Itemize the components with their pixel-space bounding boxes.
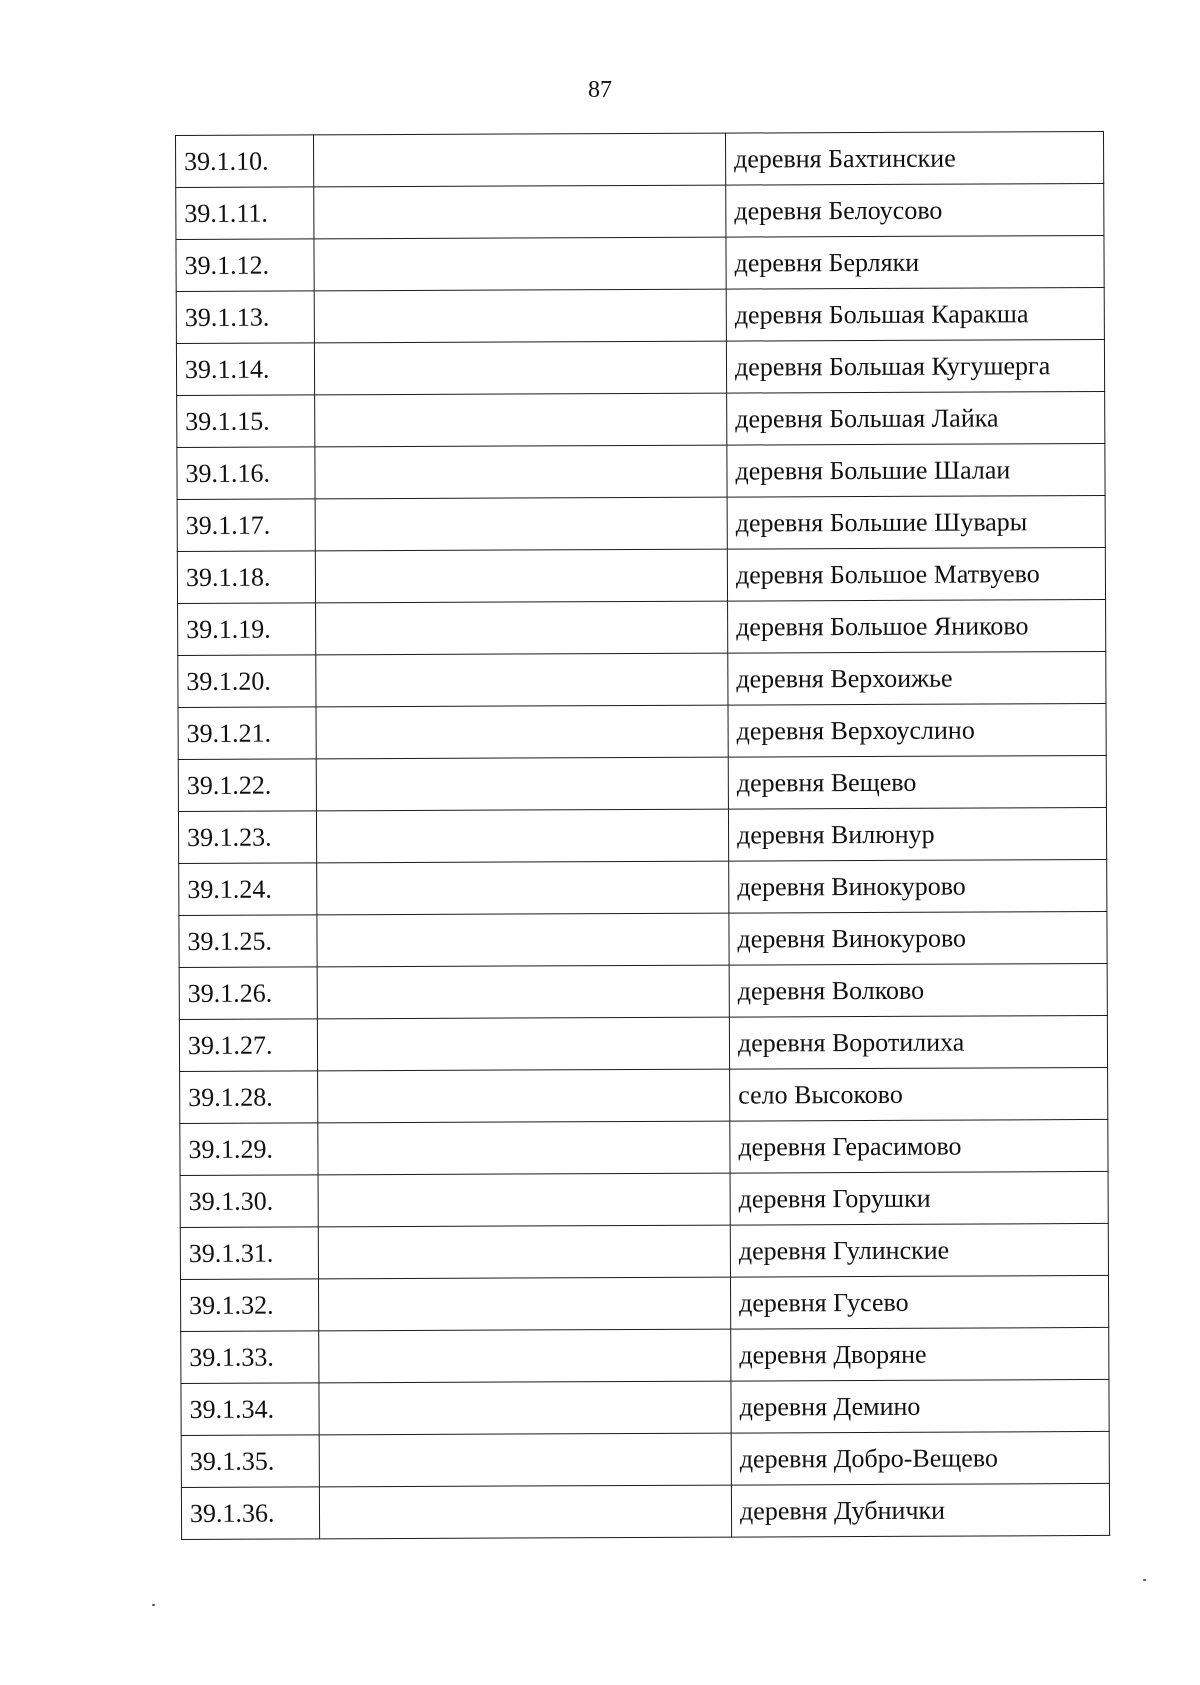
empty-cell bbox=[314, 185, 726, 239]
row-number-cell: 39.1.20. bbox=[178, 655, 316, 708]
empty-cell bbox=[316, 757, 728, 811]
empty-cell bbox=[314, 133, 726, 187]
settlement-name-cell: деревня Демино bbox=[731, 1379, 1109, 1433]
empty-cell bbox=[317, 1017, 729, 1071]
row-number-cell: 39.1.18. bbox=[177, 551, 315, 604]
settlement-name-cell: деревня Бахтинские bbox=[725, 131, 1103, 185]
row-number-cell: 39.1.29. bbox=[180, 1123, 318, 1176]
row-number-cell: 39.1.14. bbox=[176, 343, 314, 396]
settlement-name-cell: деревня Воротилиха bbox=[729, 1015, 1107, 1069]
settlement-name-cell: деревня Винокурово bbox=[729, 859, 1107, 913]
table-row bbox=[180, 1171, 1108, 1227]
row-number-cell: 39.1.17. bbox=[177, 499, 315, 552]
settlement-name-cell: деревня Вилюнур bbox=[728, 807, 1106, 861]
row-number-cell: 39.1.12. bbox=[176, 239, 314, 292]
settlement-name-cell: деревня Гулинские bbox=[730, 1223, 1108, 1277]
settlement-name-cell: деревня Большое Яниково bbox=[728, 599, 1106, 653]
scan-speck bbox=[1143, 1579, 1146, 1581]
empty-cell bbox=[314, 289, 726, 343]
empty-cell bbox=[318, 1121, 730, 1175]
row-number-cell: 39.1.13. bbox=[176, 291, 314, 344]
settlement-name-cell: село Высоково bbox=[730, 1067, 1108, 1121]
table-row bbox=[181, 1327, 1109, 1383]
table-body bbox=[176, 131, 1110, 1539]
empty-cell bbox=[315, 393, 727, 447]
row-number-cell: 39.1.11. bbox=[176, 187, 314, 240]
empty-cell bbox=[316, 705, 728, 759]
row-number-cell: 39.1.22. bbox=[178, 759, 316, 812]
table-row bbox=[178, 651, 1106, 707]
empty-cell bbox=[319, 1329, 731, 1383]
settlement-name-cell: деревня Гусево bbox=[730, 1275, 1108, 1329]
settlement-name-cell: деревня Волково bbox=[729, 963, 1107, 1017]
table-row bbox=[177, 391, 1105, 447]
table-row bbox=[178, 755, 1106, 811]
row-number-cell: 39.1.30. bbox=[180, 1175, 318, 1228]
row-number-cell: 39.1.24. bbox=[179, 863, 317, 916]
empty-cell bbox=[317, 861, 729, 915]
table-row bbox=[180, 1275, 1108, 1331]
row-number-cell: 39.1.28. bbox=[180, 1071, 318, 1124]
settlement-name-cell: деревня Вещево bbox=[728, 755, 1106, 809]
empty-cell bbox=[318, 1225, 730, 1279]
row-number-cell: 39.1.26. bbox=[179, 967, 317, 1020]
table-row bbox=[178, 599, 1106, 655]
settlement-name-cell: деревня Берляки bbox=[726, 235, 1104, 289]
table-row bbox=[179, 1015, 1107, 1071]
table-row bbox=[179, 911, 1107, 967]
settlement-name-cell: деревня Большие Шалаи bbox=[727, 443, 1105, 497]
empty-cell bbox=[319, 1433, 731, 1487]
table-row bbox=[179, 859, 1107, 915]
empty-cell bbox=[314, 237, 726, 291]
page-number: 87 bbox=[588, 77, 612, 103]
settlement-name-cell: деревня Добро-Вещево bbox=[731, 1431, 1109, 1485]
settlement-name-cell: деревня Большое Матвуево bbox=[727, 547, 1105, 601]
row-number-cell: 39.1.33. bbox=[181, 1331, 319, 1384]
table-row bbox=[177, 547, 1105, 603]
row-number-cell: 39.1.21. bbox=[178, 707, 316, 760]
settlement-name-cell: деревня Верхоуслино bbox=[728, 703, 1106, 757]
row-number-cell: 39.1.15. bbox=[177, 395, 315, 448]
empty-cell bbox=[315, 549, 727, 603]
row-number-cell: 39.1.23. bbox=[178, 811, 316, 864]
row-number-cell: 39.1.32. bbox=[180, 1279, 318, 1332]
empty-cell bbox=[315, 497, 727, 551]
empty-cell bbox=[319, 1485, 731, 1539]
table-row bbox=[176, 287, 1104, 343]
settlement-name-cell: деревня Горушки bbox=[730, 1171, 1108, 1225]
empty-cell bbox=[317, 965, 729, 1019]
table-row bbox=[180, 1119, 1108, 1175]
table-row bbox=[180, 1067, 1108, 1123]
empty-cell bbox=[315, 445, 727, 499]
row-number-cell: 39.1.16. bbox=[177, 447, 315, 500]
settlement-name-cell: деревня Большая Кугушерга bbox=[726, 339, 1104, 393]
table-row bbox=[181, 1379, 1109, 1435]
row-number-cell: 39.1.27. bbox=[179, 1019, 317, 1072]
row-number-cell: 39.1.34. bbox=[181, 1383, 319, 1436]
row-number-cell: 39.1.36. bbox=[181, 1487, 319, 1540]
table-row bbox=[177, 443, 1105, 499]
settlement-table bbox=[175, 131, 1110, 1540]
settlement-name-cell: деревня Верхоижье bbox=[728, 651, 1106, 705]
table-row bbox=[181, 1483, 1109, 1539]
settlement-name-cell: деревня Винокурово bbox=[729, 911, 1107, 965]
settlement-name-cell: деревня Большая Лайка bbox=[727, 391, 1105, 445]
row-number-cell: 39.1.35. bbox=[181, 1435, 319, 1488]
table-row bbox=[180, 1223, 1108, 1279]
table-row bbox=[176, 339, 1104, 395]
empty-cell bbox=[318, 1173, 730, 1227]
table-row bbox=[176, 131, 1104, 187]
empty-cell bbox=[318, 1069, 730, 1123]
settlement-name-cell: деревня Большая Каракша bbox=[726, 287, 1104, 341]
empty-cell bbox=[318, 1277, 730, 1331]
settlement-name-cell: деревня Дубнички bbox=[731, 1483, 1109, 1537]
scan-speck bbox=[152, 1604, 155, 1606]
table-row bbox=[181, 1431, 1109, 1487]
table-row bbox=[178, 807, 1106, 863]
table-row bbox=[176, 235, 1104, 291]
settlement-name-cell: деревня Большие Шувары bbox=[727, 495, 1105, 549]
table-row bbox=[179, 963, 1107, 1019]
empty-cell bbox=[314, 341, 726, 395]
row-number-cell: 39.1.19. bbox=[178, 603, 316, 656]
empty-cell bbox=[316, 601, 728, 655]
row-number-cell: 39.1.31. bbox=[180, 1227, 318, 1280]
table-row bbox=[177, 495, 1105, 551]
table-row bbox=[178, 703, 1106, 759]
empty-cell bbox=[316, 653, 728, 707]
settlement-name-cell: деревня Дворяне bbox=[731, 1327, 1109, 1381]
settlement-name-cell: деревня Белоусово bbox=[726, 183, 1104, 237]
row-number-cell: 39.1.10. bbox=[176, 135, 314, 188]
row-number-cell: 39.1.25. bbox=[179, 915, 317, 968]
empty-cell bbox=[319, 1381, 731, 1435]
settlement-name-cell: деревня Герасимово bbox=[730, 1119, 1108, 1173]
empty-cell bbox=[317, 913, 729, 967]
table-row bbox=[176, 183, 1104, 239]
empty-cell bbox=[316, 809, 728, 863]
